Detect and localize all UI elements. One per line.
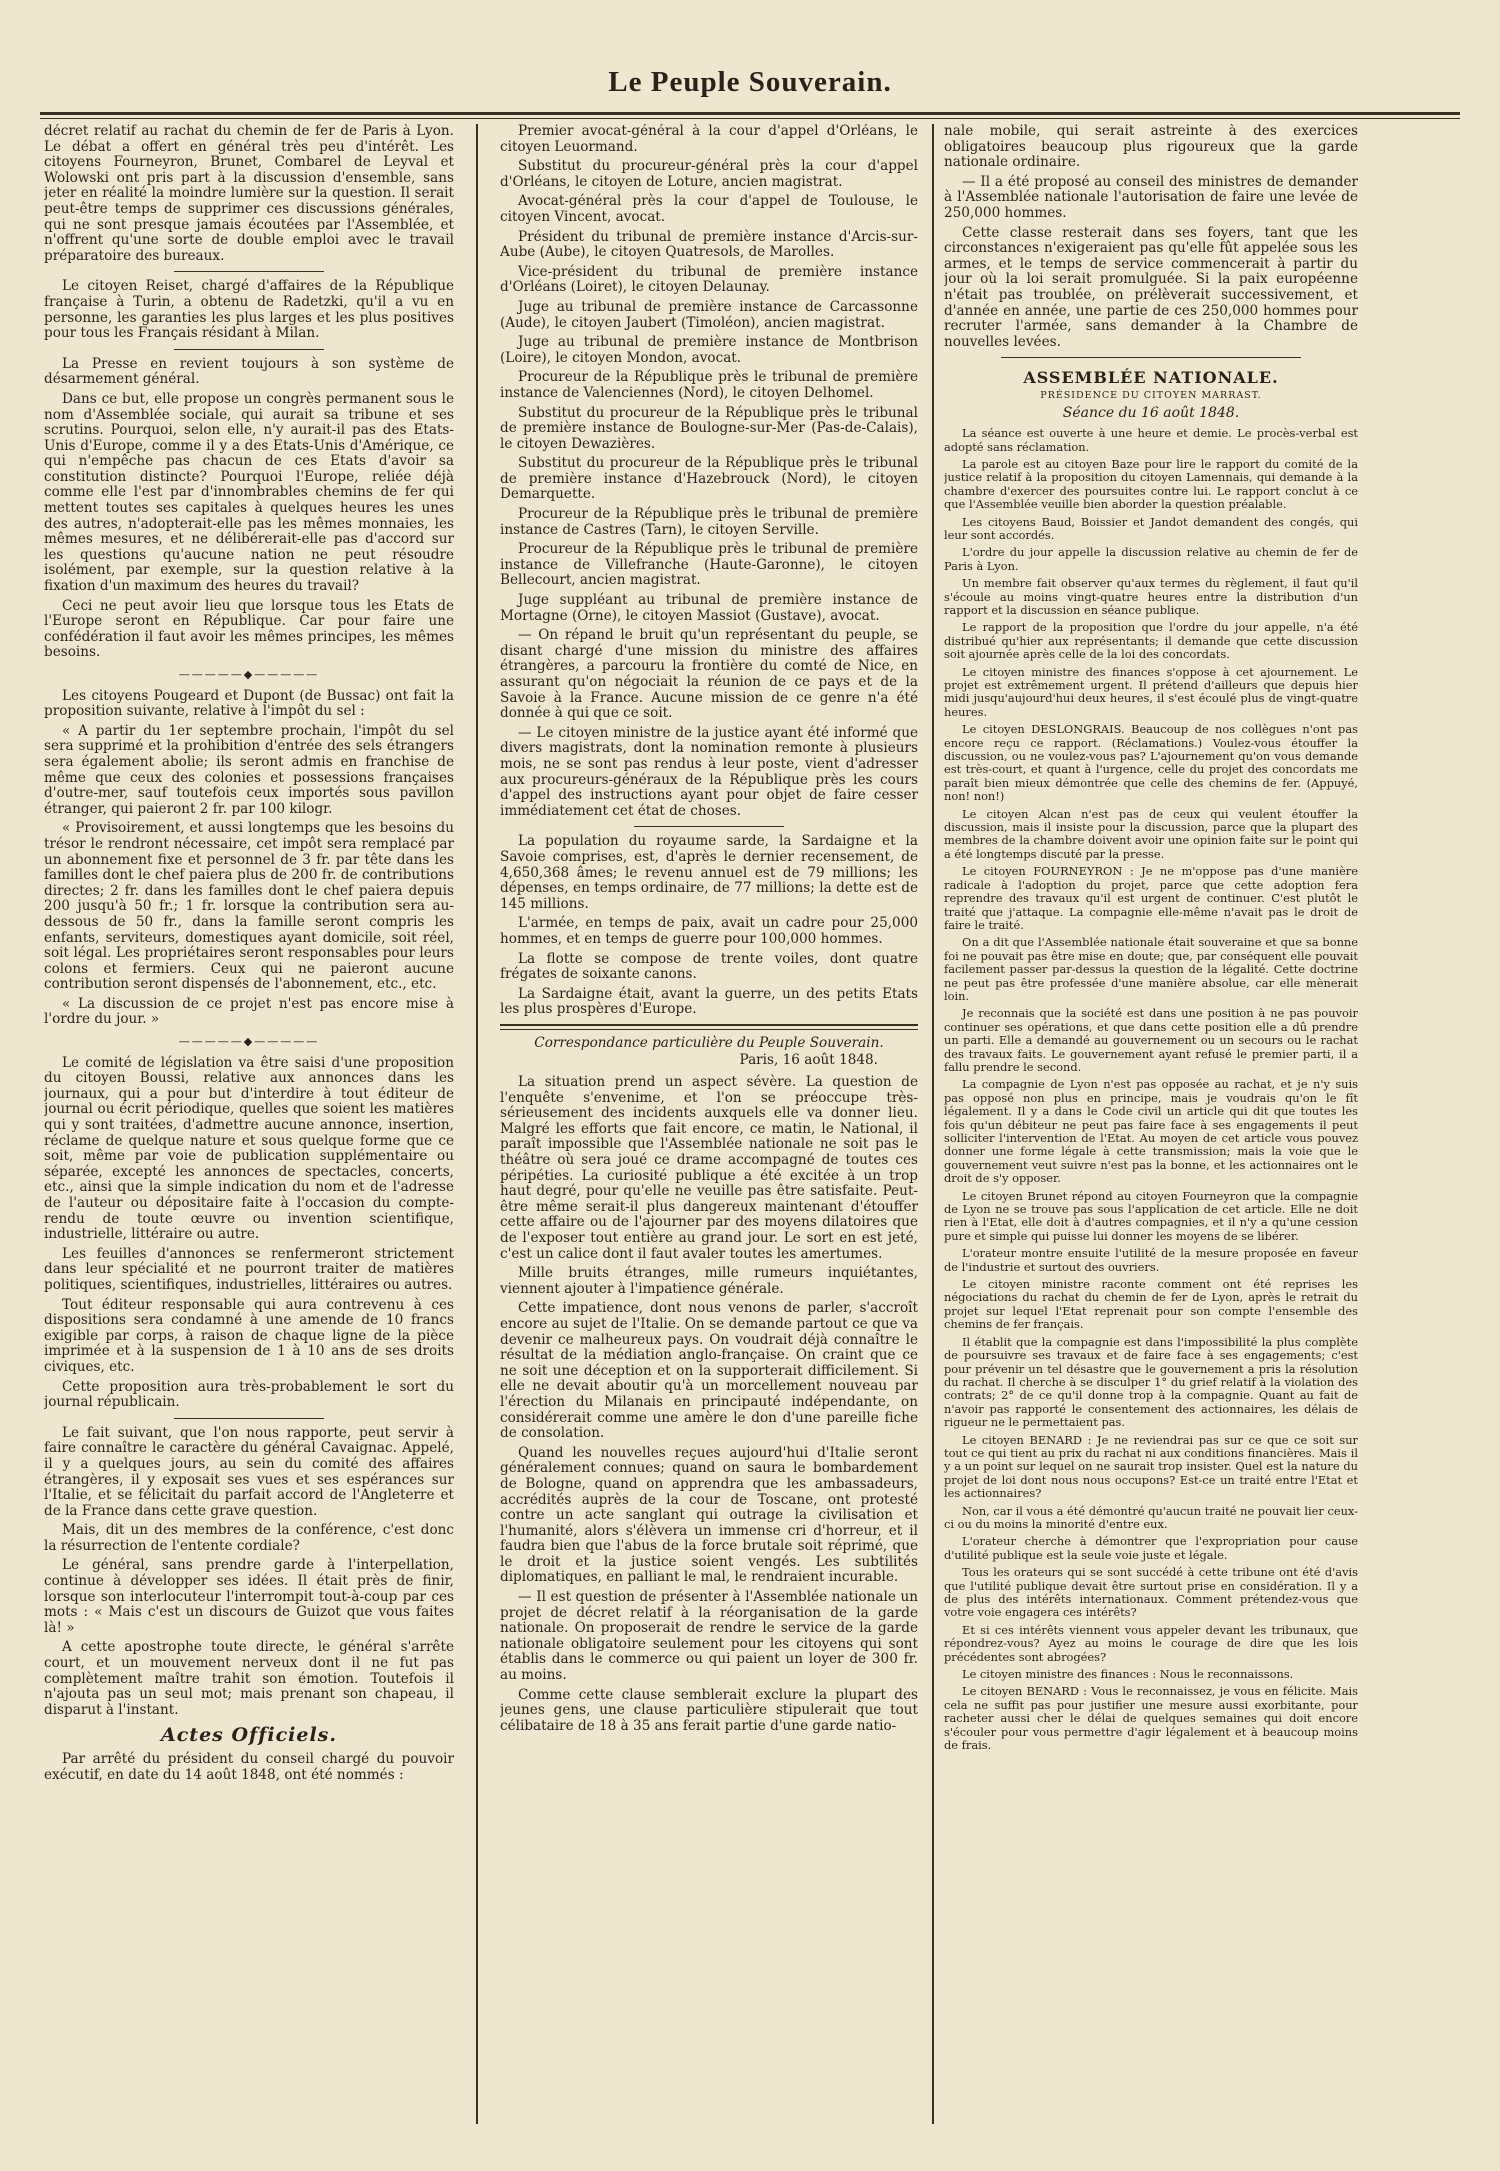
paragraph: Non, car il vous a été démontré qu'aucun traité ne pouvait lier ceux-ci ou du moins la minorité d'entre eux. xyxy=(944,1503,1358,1531)
paragraph: L'orateur montre ensuite l'utilité de la mesure proposée en faveur de l'industrie et surtout des ouvriers. xyxy=(944,1246,1358,1274)
paragraph: Cette impatience, dont nous venons de parler, s'accroît encore au sujet de l'Italie. On se demande partout ce que va devenir ce malheureux pays. On voudrait déjà connaître le résultat de la médiation anglo-française. On craint que ce ne soit une déception et on la supporterait difficilement. Si elle ne devait aboutir qu'à un morcellement nouveau par l'érection du Milanais en principauté indépendante, on considérerait comme une amère le don d'une pareille fiche de consolation. xyxy=(500,1300,918,1442)
paragraph: Ceci ne peut avoir lieu que lorsque tous les Etats de l'Europe seront en République. Car pour faire une confédération il faut avoir les mêmes principes, les mêmes besoins. xyxy=(44,597,454,661)
paragraph: Avocat-général près la cour d'appel de Toulouse, le citoyen Vincent, avocat. xyxy=(500,193,918,225)
paragraph: Comme cette clause semblerait exclure la plupart des jeunes gens, une clause particulière stipulerait que tout célibataire de 18 à 35 ans ferait partie d'une garde natio- xyxy=(500,1686,918,1734)
paragraph: Substitut du procureur-général près la cour d'appel d'Orléans, le citoyen de Loture, ancien magistrat. xyxy=(500,158,918,190)
paragraph: Le citoyen ministre des finances : Nous le reconnaissons. xyxy=(962,1667,1294,1682)
paragraph: On a dit que l'Assemblée nationale était souveraine et que sa bonne foi ne pouvait pas être mise en doute; que, par conséquent elle pouvait facilement passer par-dessus la question de la légalité. Cette doctrine ne peut pas être professée d'une manière absolue, car elle mènerait loin. xyxy=(944,935,1358,1003)
paragraph: Juge suppléant au tribunal de première instance de Mortagne (Orne), le citoyen Massiot (Gustave), avocat. xyxy=(500,592,918,624)
paragraph: Dans ce but, elle propose un congrès permanent sous le nom d'Assemblée sociale, qui aurait sa tribune et ses scrutins. Pourquoi, selon elle, n'y aurait-il pas des Etats-Unis d'Europe, comme il y a des Etats-Unis d'Amérique, ce qui n'empêche pas chacun de ces Etats d'avoir sa constitution distincte? Pourquoi l'Europe, reliée déjà comme elle l'est par d'innombrables chemins de fer qui mettent toutes ses capitales à quelques heures les unes des autres, n'adopterait-elle pas les mêmes monnaies, les mêmes mesures, et ne délibérerait-elle pas d'accord sur les questions qu'aucune nation ne peut résoudre isolément, par exemple, sur la question relative à la fixation d'un maximum des heures du travail? xyxy=(44,390,454,595)
paragraph: Les feuilles d'annonces se renfermeront strictement dans leur spécialité et ne pourront traiter de matières politiques, scientifiques, industrielles, littéraires ou autres. xyxy=(44,1245,454,1293)
presidency-line: PRÉSIDENCE DU CITOYEN MARRAST. xyxy=(1040,389,1262,401)
title-rule xyxy=(40,112,1460,115)
paragraph: — Il est question de présenter à l'Assemblée nationale un projet de décret relatif à la réorganisation de la garde nationale. On proposerait de rendre le service de la garde nationale obligatoire seulement pour les citoyens qui sont établis dans le commerce ou qui paient un loyer de 300 fr. au moins. xyxy=(500,1589,918,1684)
paragraph: Et si ces intérêts viennent vous appeler devant les tribunaux, que répondrez-vous? Ayez au moins le courage de dire que les lois précédentes sont abrogées? xyxy=(944,1622,1358,1664)
paragraph: Par arrêté du président du conseil chargé du pouvoir exécutif, en date du 14 août 1848, ont été nommés : xyxy=(44,1751,454,1783)
paragraph: La situation prend un aspect sévère. La question de l'enquête s'envenime, et l'on se préoccupe très-sérieusement des incidents auxquels elle va donner lieu. Malgré les efforts que fait encore, ce matin, le National, il paraît impossible que l'Assemblée nationale ne soit pas le théâtre où sera joué ce drame accompagné de toutes ces péripéties. La curiosité publique a été excitée à un trop haut degré, pour qu'elle ne veuille pas être satisfaite. Peut-être même serait-il plus dangereux maintenant d'étouffer cette affaire ou de l'ajourner par des moyens dilatoires que de l'exposer tout entière au grand jour. Le sort en est jeté, c'est un calice dont il faut avaler toutes les amertumes. xyxy=(500,1074,918,1262)
paragraph: Quand les nouvelles reçues aujourd'hui d'Italie seront généralement connues; quand on saura le bombardement de Bologne, quand on apprendra que les ambassadeurs, accrédités auprès de la cour de Toscane, ont protesté contre un acte sanglant qui outrage la civilisation et l'humanité, alors s'élèvera un immense cri d'horreur, et il faudra bien que l'abus de la force brutale soit réprimé, que le droit et la justice soient vengés. Les subtilités diplomatiques, en palliant le mal, le rendraient incurable. xyxy=(500,1444,918,1586)
paragraph: Tout éditeur responsable qui aura contrevenu à ces dispositions sera condamné à une amende de 10 francs exigible par corps, à raison de chaque ligne de la pièce imprimée et à la suspension de 1 à 10 ans de ses droits civiques, etc. xyxy=(44,1296,454,1375)
paragraph: Tous les orateurs qui se sont succédé à cette tribune ont été d'avis que l'utilité publique devait être surtout prise en considération. Il y a de plus des intérêts internationaux. Comment prétendez-vous que votre voie engagera ces intérêts? xyxy=(944,1565,1358,1620)
paragraph: — Il a été proposé au conseil des ministres de demander à l'Assemblée nationale l'autorisation de faire une levée de 250,000 hommes. xyxy=(944,173,1358,221)
paragraph: — On répand le bruit qu'un représentant du peuple, se disant chargé d'une mission du ministre des affaires étrangères, a parcouru la frontière du comté de Nice, en assurant qu'on négociait la réunion de ce pays et de la Savoie à la France. Aucune mission de ce genre n'a été donnée à qui que ce soit. xyxy=(500,627,918,722)
paragraph: Le rapport de la proposition que l'ordre du jour appelle, n'a été distribué qu'hier aux représentants; il demande que cette discussion soit ajournée après celle de la loi des concordats. xyxy=(944,620,1358,662)
paragraph: Le général, sans prendre garde à l'interpellation, continue à développer ses idées. Il était près de finir, lorsque son interlocuteur l'interrompit tout-à-coup par ces mots : « Mais c'est un discours de Guizot que vous faites là! » xyxy=(44,1557,454,1636)
paragraph: La parole est au citoyen Baze pour lire le rapport du comité de la justice relatif à la proposition du citoyen Lamennais, qui demande à la chambre d'exercer des poursuites contre lui. Le rapport conclut à ce que l'Assemblée veuille bien aborder la question préalable. xyxy=(944,456,1358,512)
paragraph: Le citoyen ministre des finances s'oppose à cet ajournement. Le projet est extrêmement urgent. Il prétend d'ailleurs que depuis hier midi jusqu'aujourd'hui deux heures, il s'est écoulé plus de vingt-quatre heures. xyxy=(944,664,1358,719)
paragraph: Le citoyen ministre raconte comment ont été reprises les négociations du rachat du chemin de fer de Lyon, après le retrait du projet sur lequel l'Etat reprenait pour son compte l'ensemble des chemins de fer français. xyxy=(944,1277,1358,1332)
separator xyxy=(174,349,324,350)
paragraph: « La discussion de ce projet n'est pas encore mise à l'ordre du jour. » xyxy=(44,995,454,1028)
paragraph: Président du tribunal de première instance d'Arcis-sur-Aube (Aube), le citoyen Quatresols, de Marolles. xyxy=(500,228,918,261)
paragraph: Mais, dit un des membres de la conférence, c'est donc la résurrection de l'entente cordiale? xyxy=(44,1522,454,1554)
column-3 xyxy=(944,124,1358,2124)
paragraph: L'orateur cherche à démontrer que l'expropriation pour cause d'utilité publique est la seule voie juste et légale. xyxy=(944,1534,1358,1562)
paragraph: Un membre fait observer qu'aux termes du règlement, il faut qu'il s'écoule au moins vingt-quatre heures entre la distribution d'un rapport et la discussion en séance publique. xyxy=(944,576,1358,617)
separator xyxy=(174,271,324,272)
assembly-heading: ASSEMBLÉE NATIONALE. xyxy=(1023,368,1279,388)
column-divider xyxy=(476,124,478,2124)
paragraph: décret relatif au rachat du chemin de fer de Paris à Lyon. Le débat a offert en général très peu d'intérêt. Les citoyens Fourneyron, Brunet, Combarel de Leyval et Wolowski ont pris part à la discussion d'ensemble, sans jeter en réalité la moindre lumière sur la question. Il serait peut-être temps de supprimer ces discussions générales, qui ne sont presque jamais écoutées par l'Assemblée, et n'offrent qu'une sorte de double emploi avec le travail préparatoire des bureaux. xyxy=(44,124,454,264)
paragraph: L'armée, en temps de paix, avait un cadre pour 25,000 hommes, et en temps de guerre pour 100,000 hommes. xyxy=(500,915,918,947)
paragraph: Les citoyens Pougeard et Dupont (de Bussac) ont fait la proposition suivante, relative à l'impôt du sel : xyxy=(44,687,454,720)
paragraph: Vice-président du tribunal de première instance d'Orléans (Loiret), le citoyen Delaunay. xyxy=(500,263,918,296)
paragraph: Substitut du procureur de la République près le tribunal de première instance d'Hazebrouck (Nord), le citoyen Demarquette. xyxy=(500,455,918,503)
paragraph: Le citoyen Reiset, chargé d'affaires de la République française à Turin, a obtenu de Radetzki, qu'il a vu en personne, les garanties les plus larges et les plus positives pour tous les Français résidant à Milan. xyxy=(44,278,454,342)
paragraph: Le citoyen Alcan n'est pas de ceux qui veulent étouffer la discussion, mais il insiste pour la discussion, parce que la plupart des membres de la chambre doivent avoir une opinion faite sur le point qui a été longtemps discuté par la presse. xyxy=(944,806,1358,861)
correspondence-date: Paris, 16 août 1848. xyxy=(739,1052,878,1069)
paragraph: Juge au tribunal de première instance de Carcassonne (Aude), le citoyen Jaubert (Timoléon), ancien magistrat. xyxy=(500,298,918,331)
paragraph: Cette proposition aura très-probablement le sort du journal républicain. xyxy=(44,1378,454,1411)
paragraph: Les citoyens Baud, Boissier et Jandot demandent des congés, qui leur sont accordés. xyxy=(944,514,1358,542)
paragraph: Le citoyen BENARD : Je ne reviendrai pas sur ce que ce soit sur tout ce qui tient au prix du rachat ni aux conditions financières. Mais il y a un point sur lequel on ne saurait trop insister. Quel est la nature du projet de loi dont nous nous occupons? Est-ce un traité entre l'Etat et les actionnaires? xyxy=(944,1432,1358,1501)
fleuron-ornament: —————◆————— xyxy=(178,668,320,681)
paragraph: L'ordre du jour appelle la discussion relative au chemin de fer de Paris à Lyon. xyxy=(944,545,1358,573)
title-rule-thin xyxy=(40,118,1460,119)
paragraph: Il établit que la compagnie est dans l'impossibilité la plus complète de poursuivre ses travaux et de faire face à ses engagements; c'est pour prévenir un tel désastre que le gouvernement a pris la résolution du rachat. Il cherche à se disculper 1° du grief relatif à la violation des contrats; 2° de ce qu'il donne trop à la compagnie. Quant au fait de n'avoir pas rapporté le consentement des actionnaires, les délais de rigueur ne le permettaient pas. xyxy=(944,1334,1358,1430)
paragraph: Le comité de législation va être saisi d'une proposition du citoyen Boussi, relative aux annonces dans les journaux, qui a pour but d'interdire à tout éditeur de journal ou écrit périodique, quelles que soient les matières qui y sont traitées, d'admettre aucune annonce, insertion, réclame de quelque nature et sous quelque forme que ce soit, même par voie de publication supplémentaire ou séparée, excepté les annonces de spectacles, concerts, etc., ainsi que la simple indication du nom et de l'adresse de l'auteur ou dépositaire faite à l'occasion du compte-rendu de toute œuvre ou invention scientifique, industrielle, littéraire ou autre. xyxy=(44,1054,454,1243)
paragraph: La Sardaigne était, avant la guerre, un des petits Etats les plus prospères d'Europe. xyxy=(500,985,918,1018)
paragraph: « Provisoirement, et aussi longtemps que les besoins du trésor le rendront nécessaire, cet impôt sera remplacé par un abonnement fixe et personnel de 3 fr. par tête dans les familles dont le chef paiera plus de 200 fr. de contributions directes; 2 fr. dans les familles dont le chef paiera depuis 200 jusqu'à 50 fr.; 1 fr. lorsque la contribution sera au-dessous de 50 fr., dans la famille seront compris les enfants, serviteurs, domestiques ayant domicile, soit réel, soit légal. Les propriétaires seront responsables pour leurs colons et fermiers. Ceux qui ne paieront aucune contribution seront dispensés de l'abonnement, etc., etc. xyxy=(44,820,454,993)
paragraph: Procureur de la République près le tribunal de première instance de Valenciennes (Nord), le citoyen Delhomel. xyxy=(500,369,918,401)
column-2 xyxy=(500,124,918,2124)
paragraph: nale mobile, qui serait astreinte à des exercices obligatoires beaucoup plus rigoureux que la garde nationale ordinaire. xyxy=(944,124,1358,171)
newspaper-title: Le Peuple Souverain. xyxy=(608,66,892,98)
session-report xyxy=(944,427,1358,1752)
paragraph: La compagnie de Lyon n'est pas opposée au rachat, et je n'y suis pas opposé non plus en principe, mais je voudrais qu'on le fît légalement. Il y a dans le Code civil un article qui dit que toutes les fois qu'un débiteur ne peut pas faire face à ses engagements il peut solliciter l'intervention de l'Etat. Au moyen de cet article vous pouvez donner une forme légale à cette transmission; mais la voie que le gouvernement veut suivre n'est pas la bonne, et les actionnaires ont le droit de s'y opposer. xyxy=(944,1077,1358,1186)
section-heading: Actes Officiels. xyxy=(160,1724,337,1747)
session-date: Séance du 16 août 1848. xyxy=(1062,404,1240,421)
paragraph: Procureur de la République près le tribunal de première instance de Castres (Tarn), le citoyen Serville. xyxy=(500,506,918,538)
paragraph: Juge au tribunal de première instance de Montbrison (Loire), le citoyen Mondon, avocat. xyxy=(500,334,918,366)
paragraph: Procureur de la République près le tribunal de première instance de Villefranche (Haute-Garonne), le citoyen Bellecourt, ancien magistrat. xyxy=(500,541,918,589)
paragraph: Je reconnais que la société est dans une position à ne pas pouvoir continuer ses opérations, et que dans cette position elle a dû prendre un parti. Elle a demandé au gouvernement ou un secours ou le rachat des travaux faits. Le gouvernement ayant refusé le premier parti, il a fallu prendre le second. xyxy=(944,1006,1358,1074)
separator xyxy=(1001,357,1301,358)
paragraph: Le citoyen DESLONGRAIS. Beaucoup de nos collègues n'ont pas encore reçu ce rapport. (Réclamations.) Voulez-vous étouffer la discussion, ou ne voulez-vous pas? L'ajournement qu'on vous demande est très-court, et quant à l'urgence, celle du projet des concordats me paraît bien mieux démontrée que celle des chemins de fer. (Appuyé, non! non!) xyxy=(944,722,1358,804)
double-rule xyxy=(500,1024,918,1030)
paragraph: Le citoyen Brunet répond au citoyen Fourneyron que la compagnie de Lyon ne se trouve pas sous l'application de cet article. Elle ne doit rien à l'Etat, elle doit à d'autres compagnies, et il n'y a qu'une cession pure et simple qui puisse lui donner les moyens de se libérer. xyxy=(944,1188,1358,1243)
paragraph: Le citoyen FOURNEYRON : Je ne m'oppose pas d'une manière radicale à l'adoption du projet, parce que cette adoption fera reprendre des travaux qu'il est urgent de continuer. C'est plutôt le traité que j'attaque. La compagnie elle-même n'avait pas le droit de faire le traité. xyxy=(944,864,1358,932)
paragraph: Premier avocat-général à la cour d'appel d'Orléans, le citoyen Leuormand. xyxy=(500,124,918,155)
fleuron-ornament: —————◆————— xyxy=(178,1035,320,1049)
correspondence-title: Correspondance particulière du Peuple Souverain. xyxy=(534,1034,884,1051)
paragraph: La séance est ouverte à une heure et demie. Le procès-verbal est adopté sans réclamation. xyxy=(944,426,1358,454)
paragraph: Mille bruits étranges, mille rumeurs inquiétantes, viennent ajouter à l'impatience générale. xyxy=(500,1265,918,1297)
paragraph: La Presse en revient toujours à son système de désarmement général. xyxy=(44,355,454,388)
separator xyxy=(174,1418,324,1419)
paragraph: Substitut du procureur de la République près le tribunal de première instance de Boulogne-sur-Mer (Pas-de-Calais), le citoyen Dewazières. xyxy=(500,404,918,452)
separator xyxy=(634,826,784,827)
paragraph: « A partir du 1er septembre prochain, l'impôt du sel sera supprimé et la prohibition d'entrée des sels étrangers sera également abolie; ils seront admis en franchise de même que ceux des colonies et possessions françaises d'outre-mer, sauf toutefois ceux importés sous pavillon étranger, qui paieront 2 fr. par 100 kilogr. xyxy=(44,722,454,817)
paragraph: Cette classe resterait dans ses foyers, tant que les circonstances n'exigeraient pas qu'elle fût appelée sous les armes, et le temps de service commencerait à partir du jour où la loi serait promulguée. Si la paix européenne n'était pas troublée, on prélèverait successivement, et d'année en année, une partie de ces 250,000 hommes pour recruter l'armée, sans demander à la Chambre de nouvelles levées. xyxy=(944,224,1358,350)
paragraph: La flotte se compose de trente voiles, dont quatre frégates de soixante canons. xyxy=(500,950,918,983)
column-divider xyxy=(932,124,934,2124)
paragraph: Le citoyen BENARD : Vous le reconnaissez, je vous en félicite. Mais cela ne suffit pas pour justifier une mesure aussi exorbitante, pour racheter aussi cher le délai de quelques semaines qui doit encore s'écouler pour vous permettre d'agir légalement et à beaucoup moins de frais. xyxy=(944,1684,1358,1753)
paragraph: — Le citoyen ministre de la justice ayant été informé que divers magistrats, dont la nomination remonte à plusieurs mois, ne se sont pas rendus à leur poste, vient d'adresser aux procureurs-généraux de la République près les cours d'appel des instructions ayant pour objet de faire cesser immédiatement cet état de choses. xyxy=(500,724,918,819)
paragraph: A cette apostrophe toute directe, le général s'arrête court, et un mouvement nerveux dont il ne fut pas complètement maître trahit son émotion. Toutefois il n'ajouta pas un seul mot; mais prenant son chapeau, il disparut à l'instant. xyxy=(44,1639,454,1718)
column-1 xyxy=(44,124,454,2124)
paragraph: La population du royaume sarde, la Sardaigne et la Savoie comprises, est, d'après le dernier recensement, de 4,650,368 âmes; le revenu annuel est de 79 millions; les dépenses, en temps ordinaire, de 77 millions; la dette est de 145 millions. xyxy=(500,833,918,912)
paragraph: Le fait suivant, que l'on nous rapporte, peut servir à faire connaître le caractère du général Cavaignac. Appelé, il y a quelques jours, au sein du comité des affaires étrangères, il y exposait ses vues et ses espérances sur l'Italie, et se félicitait du parfait accord de l'Angleterre et de la France dans cette grave question. xyxy=(44,1424,454,1519)
